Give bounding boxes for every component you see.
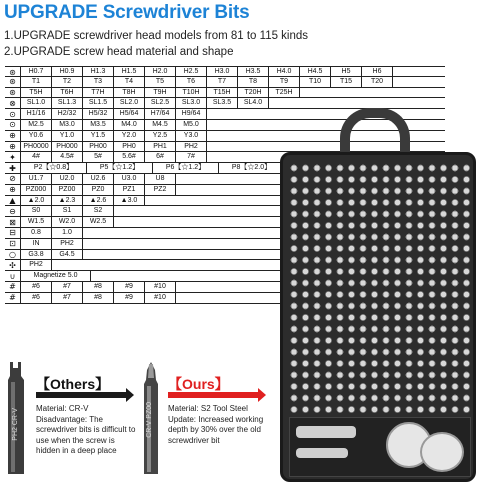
spec-cell: #10 [145,293,176,303]
spec-cell: T25H [269,88,300,98]
spec-cell: U3.0 [114,174,145,184]
spec-cell: T9 [269,77,300,87]
spec-cell: M3.0 [52,120,83,130]
spec-cell: 1.0 [52,228,83,238]
spec-cell: PH1 [145,142,176,152]
bit-shape-icon: ✣ [5,260,21,270]
spec-cell: T9H [145,88,176,98]
spec-cell: Y0.6 [21,131,52,141]
spec-cell: H0.7 [21,67,52,77]
spec-cell: #10 [145,282,176,292]
spec-cell: PH00 [83,142,114,152]
others-bit-illustration [2,362,32,487]
spec-row [5,66,445,77]
bit-shape-icon: ∪ [5,271,21,281]
ours-bit-engraving: CR-V PZ00 [146,402,153,438]
spec-cell: T15 [331,77,362,87]
bit-shape-icon: ⊡ [5,239,21,249]
spec-cell: T5H [21,88,52,98]
spec-cell: T10 [300,77,331,87]
bit-shape-icon: ⊕ [5,131,21,141]
spec-cell: H7/64 [145,109,176,119]
spec-cell: U2.6 [83,174,114,184]
spec-cell: SL1.3 [52,98,83,108]
spec-cell: S2 [83,206,114,216]
spec-cell: H1/16 [21,109,52,119]
spec-cell: PH0 [114,142,145,152]
spec-cell: #8 [83,282,114,292]
spec-cell: M4.5 [145,120,176,130]
spec-cell: H0.9 [52,67,83,77]
spec-cell: 0.8 [21,228,52,238]
spec-cell: 4# [21,152,52,162]
bit-shape-icon: ✚ [5,163,21,173]
spec-cell: H2.5 [176,67,207,77]
spec-row [5,77,445,88]
spec-cell: #6 [21,282,52,292]
spec-cell: T4 [114,77,145,87]
spec-cell: PH0000 [21,142,52,152]
spec-cell: T8H [114,88,145,98]
spec-cell: T6H [52,88,83,98]
spec-cell: T6 [176,77,207,87]
bit-shape-icon: # [5,282,21,292]
spec-cell: #6 [21,293,52,303]
others-bit-engraving: PH2 CR-V [12,408,19,441]
spec-cell: P8【☆2.0】 [219,163,285,173]
others-heading: 【Others】 [36,376,110,392]
bit-shape-icon: ⊛ [5,88,21,98]
spec-cell: SL2.0 [114,98,145,108]
spec-cell: H9/64 [176,109,207,119]
spec-cell: PH2 [52,239,83,249]
others-description [36,404,140,457]
bit-shape-icon: ⊕ [5,185,21,195]
bit-shape-icon: ○ [5,250,21,260]
spec-cell: H5/64 [114,109,145,119]
bit-shape-icon: ✦ [5,152,21,162]
spec-cell: H5/32 [83,109,114,119]
spec-cell: PZ1 [114,185,145,195]
spec-cell: H2/32 [52,109,83,119]
ours-arrow [168,392,260,398]
spec-cell: W1.5 [21,217,52,227]
spec-cell: ▲3.0 [114,196,145,206]
spec-cell: #8 [83,293,114,303]
spec-cell: H4.0 [269,67,300,77]
spec-cell: T15H [207,88,238,98]
ours-bit-illustration [136,362,166,487]
spec-cell: PZ0 [83,185,114,195]
spec-cell: 5.6# [114,152,145,162]
spec-cell: PZ2 [145,185,176,195]
ours-description-line: Update: Increased working depth by 30% over the old screwdriver bit [168,414,264,445]
spec-cell: M5.0 [176,120,207,130]
spec-cell: Y1.0 [52,131,83,141]
spec-cell: Magnetize 5.0 [21,271,91,281]
bit-grid [289,163,471,413]
bit-shape-icon: ⊖ [5,206,21,216]
spec-cell: T5 [145,77,176,87]
spec-cell: U1.7 [21,174,52,184]
spec-cell: U2.0 [52,174,83,184]
ours-description-line: Material: S2 Tool Steel [168,404,248,413]
spec-cell: SL3.0 [176,98,207,108]
spec-cell: H3.5 [238,67,269,77]
others-description-line: Material: CR-V [36,404,89,413]
spec-row [5,88,445,99]
spec-cell: T8 [238,77,269,87]
spec-cell: SL3.5 [207,98,238,108]
bit-shape-icon: ⊙ [5,109,21,119]
spec-cell: H2.0 [145,67,176,77]
spec-cell: H1.3 [83,67,114,77]
ours-description [168,404,272,446]
spec-cell: H5 [331,67,362,77]
bit-shape-icon: ⊟ [5,228,21,238]
spec-cell: H4.5 [300,67,331,77]
spec-cell: P2【☆0.8】 [21,163,87,173]
extension-rod [296,426,356,438]
spec-cell: M4.0 [114,120,145,130]
spec-cell: ▲2.0 [21,196,52,206]
spec-cell: S0 [21,206,52,216]
bit-shape-icon: ⊠ [5,217,21,227]
spec-cell: 7# [176,152,207,162]
spec-cell: #9 [114,282,145,292]
spec-cell: ▲2.6 [83,196,114,206]
spec-cell: T1 [21,77,52,87]
spec-cell: PH000 [52,142,83,152]
bit-shape-icon: ▲ [5,196,21,206]
spec-cell: IN [21,239,52,249]
spec-cell: #7 [52,282,83,292]
bit-shape-icon: ⊛ [5,77,21,87]
bit-shape-icon: ⊕ [5,142,21,152]
spec-cell: T20 [362,77,393,87]
subtitle-line-1: 1.UPGRADE screwdriver head models from 81 to 115 kinds [4,30,309,42]
pry-disc [420,432,464,472]
spec-cell: S1 [52,206,83,216]
spec-cell: T20H [238,88,269,98]
spec-cell: SL1.5 [83,98,114,108]
spec-cell: SL2.5 [145,98,176,108]
spec-cell: H6 [362,67,393,77]
spec-cell: T2 [52,77,83,87]
bit-shape-icon: ⊗ [5,98,21,108]
spec-cell: #9 [114,293,145,303]
page-title: UPGRADE Screwdriver Bits [4,2,250,23]
spec-cell: T10H [176,88,207,98]
tool-compartment [289,417,471,477]
spec-cell: W2.0 [52,217,83,227]
spec-cell: 6# [145,152,176,162]
others-arrow [36,392,128,398]
subtitle-line-2: 2.UPGRADE screw head material and shape [4,46,234,58]
ours-heading: 【Ours】 [168,376,229,392]
spec-cell: PZ000 [21,185,52,195]
spec-cell: PH2 [176,142,207,152]
spec-cell: Y2.5 [145,131,176,141]
spec-cell: M3.5 [83,120,114,130]
spec-cell: Y3.0 [176,131,207,141]
spec-cell: PZ00 [52,185,83,195]
bit-shape-icon: ⊙ [5,120,21,130]
spec-cell: 5# [83,152,114,162]
spec-cell: U8 [145,174,176,184]
spec-cell: P6【☆1.2】 [153,163,219,173]
spec-cell: H1.5 [114,67,145,77]
bit-shape-icon: ⊘ [5,174,21,184]
spec-cell: P5【☆1.2】 [87,163,153,173]
spec-cell: PH2 [21,260,52,270]
spec-cell: SL4.0 [238,98,269,108]
spec-cell: T3 [83,77,114,87]
screwdriver-kit-image [280,108,476,482]
spec-cell: ▲2.3 [52,196,83,206]
spec-cell: T7 [207,77,238,87]
socket-adapter [296,448,348,458]
spec-cell: H3.0 [207,67,238,77]
bit-shape-icon: ⊛ [5,67,21,77]
spec-cell: Y2.0 [114,131,145,141]
spec-cell: G4.5 [52,250,83,260]
spec-cell: T7H [83,88,114,98]
spec-cell: M2.5 [21,120,52,130]
spec-cell: SL1.0 [21,98,52,108]
spec-cell: Y1.5 [83,131,114,141]
spec-cell: G3.8 [21,250,52,260]
others-description-line: Disadvantage: The screwdriver bits is difficult to use when the screw is hidden in a deep place [36,414,136,455]
spec-cell: #7 [52,293,83,303]
spec-cell: W2.5 [83,217,114,227]
bit-case [280,152,476,482]
bit-shape-icon: # [5,293,21,303]
spec-cell: 4.5# [52,152,83,162]
